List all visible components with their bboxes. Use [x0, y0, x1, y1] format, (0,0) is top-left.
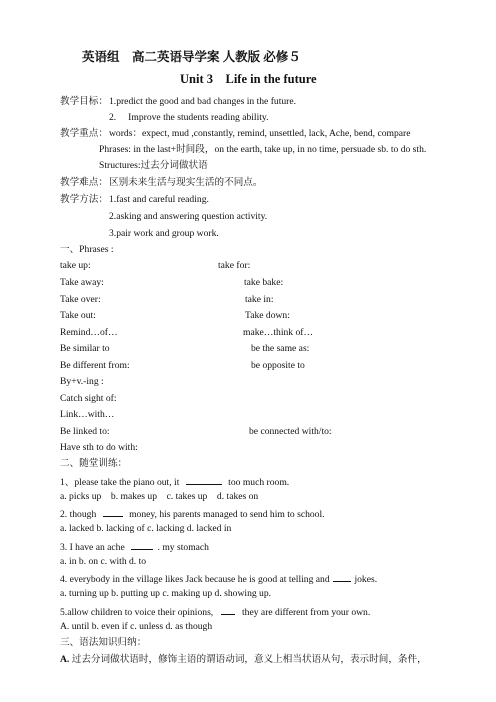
phrases-heading: 一、Phrases :	[60, 244, 114, 255]
question-text: money, his parents managed to send him to school.	[129, 509, 325, 520]
objective-item-2: 2. Improve the students reading ability.	[109, 112, 269, 123]
question-1-options: a. picks up b. makes up c. takes up d. takes on	[60, 491, 259, 502]
question-4-options: a. turning up b. putting up c. making up d. showing up.	[60, 588, 272, 599]
key-points-structures: Structures:过去分词做状语	[99, 160, 208, 171]
phrase-right: Take down:	[245, 310, 290, 321]
question-5	[60, 605, 370, 619]
question-3-options: a. in b. on c. with d. to	[60, 556, 147, 567]
question-2	[60, 507, 325, 521]
document-title: 英语组 高二英语导学案 人教版 必修５	[82, 50, 301, 64]
phrase-right: take in:	[245, 294, 274, 305]
phrase-right: be opposite to	[251, 360, 305, 371]
phrase-left: By+v.-ing :	[60, 376, 104, 387]
unit-title: Unit 3 Life in the future	[180, 72, 317, 86]
difficulty-label: 教学难点：	[60, 177, 108, 188]
method-item-2: 2.asking and answering question activity.	[109, 211, 268, 222]
key-points-label: 教学重点：	[60, 128, 108, 139]
grammar-item-a	[60, 654, 427, 666]
phrase-right: make…think of…	[243, 327, 314, 338]
phrase-right: be connected with/to:	[249, 426, 332, 437]
method-item-1: 1.fast and careful reading.	[109, 194, 209, 205]
question-text: they are different from your own.	[242, 607, 371, 618]
question-3	[60, 540, 209, 554]
phrase-left: Be different from:	[60, 360, 130, 371]
phrase-left: Take over:	[60, 294, 101, 305]
key-points-phrases: Phrases: in the last+时间段，on the earth, take up, in no time, persuade sb. to do sth.	[99, 144, 427, 155]
question-text: jokes.	[354, 574, 378, 585]
key-points-words: words：expect, mud ,constantly, remind, unsettled, lack, Ache, bend, compare	[109, 128, 411, 139]
question-text: 2. though	[60, 509, 97, 520]
grammar-item-label: A.	[60, 654, 70, 665]
answer-blank[interactable]	[103, 507, 123, 517]
grammar-item-text: 过去分词做状语时，修饰主语的谓语动词，意义上相当状语从句，表示时间，条件，	[71, 654, 427, 665]
grammar-heading: 三、语法知识归纳：	[60, 637, 147, 648]
answer-blank[interactable]	[186, 475, 222, 485]
phrase-left: Be similar to	[60, 343, 110, 354]
phrase-right: be the same as:	[251, 343, 310, 354]
phrase-left: Take out:	[60, 310, 96, 321]
question-5-options: A. until b. even if c. unless d. as though	[60, 621, 213, 632]
difficulty-text: 区别未来生活与现实生活的不同点。	[109, 177, 263, 188]
question-text: 5.allow children to voice their opinions,	[60, 607, 214, 618]
question-4	[60, 572, 377, 586]
answer-blank[interactable]	[131, 540, 153, 550]
phrase-left: Link…with…	[60, 409, 115, 420]
answer-blank[interactable]	[221, 605, 235, 615]
phrase-left: Catch sight of:	[60, 393, 117, 404]
phrase-right: take bake:	[244, 277, 284, 288]
phrase-left: Have sth to do with:	[60, 442, 138, 453]
phrase-left: Be linked to:	[60, 426, 110, 437]
methods-label: 教学方法：	[60, 194, 108, 205]
question-text: 4. everybody in the village likes Jack because he is good at telling and	[60, 574, 330, 585]
practice-heading: 二、随堂训练：	[60, 458, 128, 469]
answer-blank[interactable]	[333, 572, 351, 582]
question-text: 3. I have an ache	[60, 542, 125, 553]
method-item-3: 3.pair work and group work.	[109, 228, 219, 239]
phrase-left: Remind…of…	[60, 327, 118, 338]
question-2-options: a. lacked b. lacking of c. lacking d. lacked in	[60, 523, 232, 534]
objectives-label: 教学目标：	[60, 96, 108, 107]
question-text: too much room.	[228, 477, 290, 488]
question-1	[60, 475, 289, 489]
question-text: 1、please take the piano out, it	[60, 477, 180, 488]
phrase-left: take up:	[60, 260, 91, 271]
question-text: . my stomach	[157, 542, 209, 553]
phrase-right: take for:	[218, 260, 251, 271]
phrase-left: Take away:	[60, 277, 104, 288]
objective-item-1: 1.predict the good and bad changes in the future.	[109, 96, 297, 107]
